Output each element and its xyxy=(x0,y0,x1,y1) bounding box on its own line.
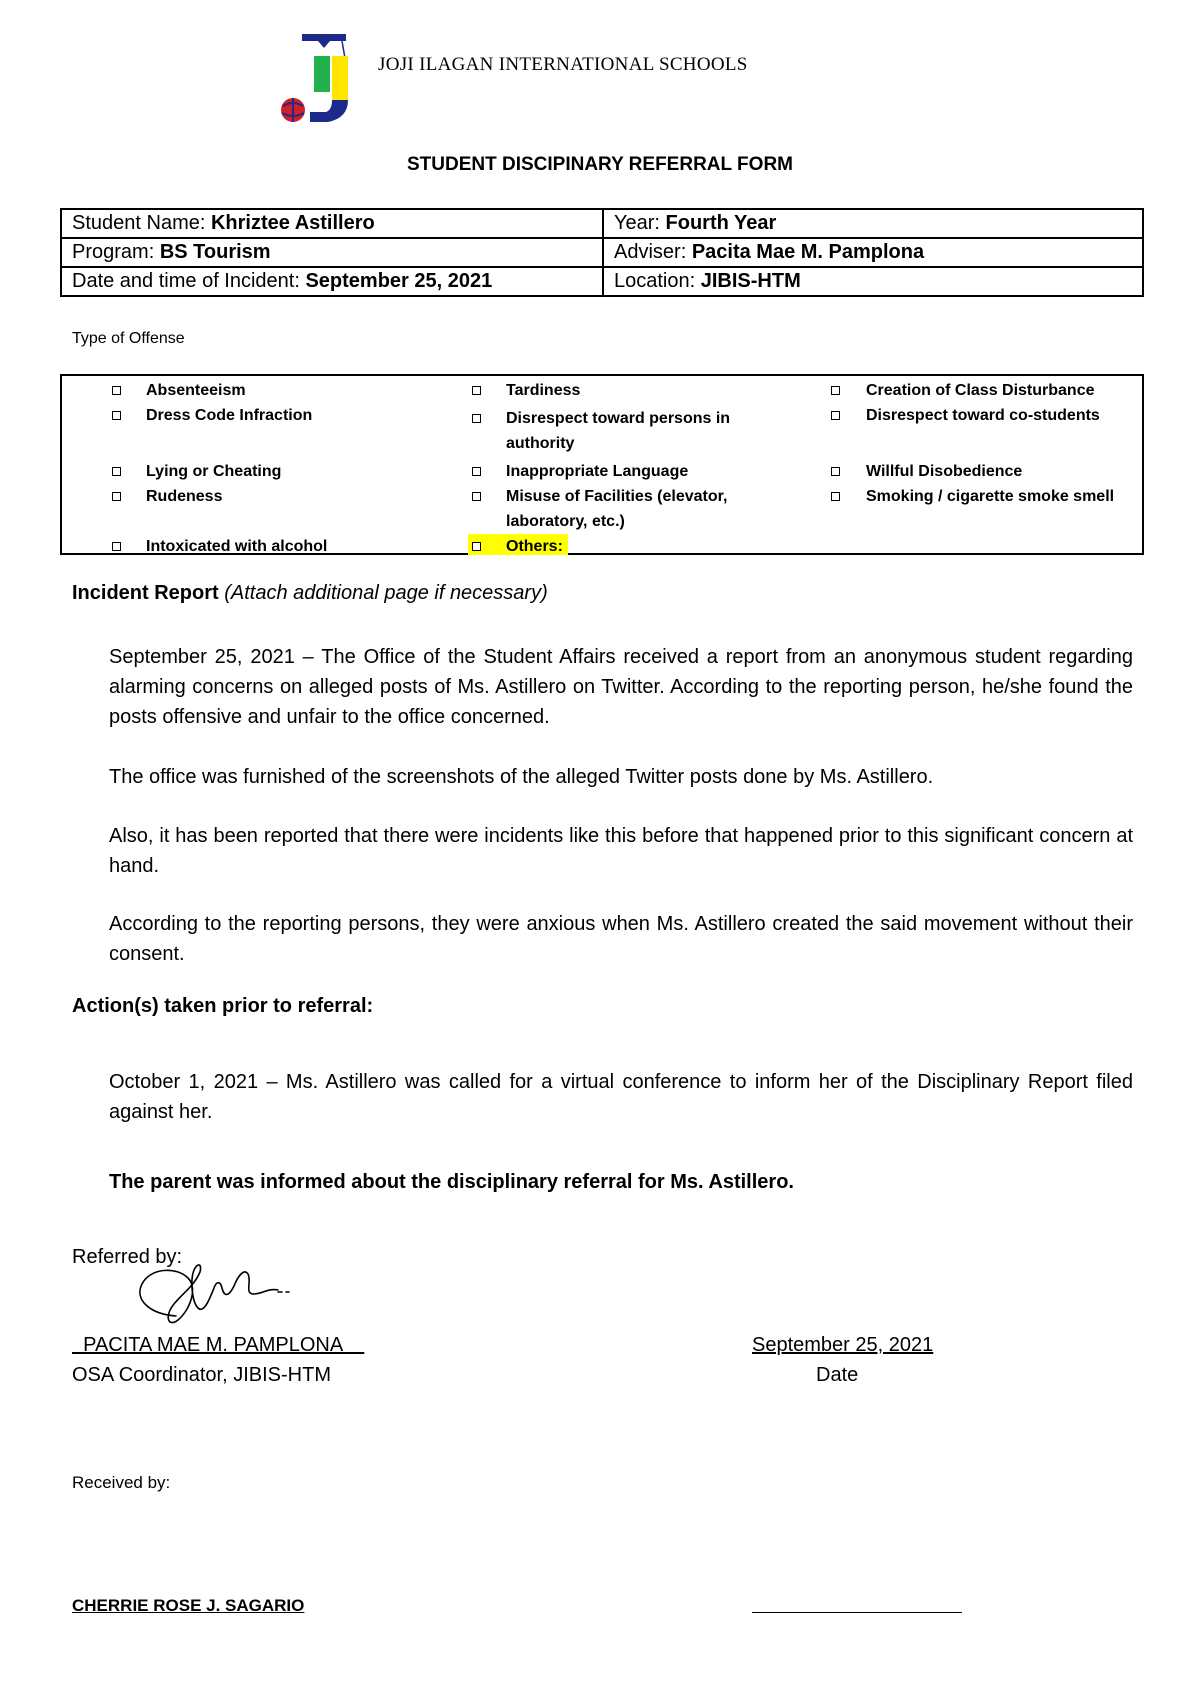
receiver-name: CHERRIE ROSE J. SAGARIO xyxy=(72,1596,305,1615)
adviser-value: Pacita Mae M. Pamplona xyxy=(691,241,925,263)
checkbox[interactable] xyxy=(472,386,481,395)
checkbox[interactable] xyxy=(472,414,481,423)
incident-report-heading xyxy=(72,582,548,605)
referral-date: September 25, 2021 xyxy=(752,1334,934,1356)
adviser-label: Adviser: xyxy=(614,241,692,263)
school-name: JOJI ILAGAN INTERNATIONAL SCHOOLS xyxy=(378,54,748,75)
action-paragraph: October 1, 2021 – Ms. Astillero was called for a virtual conference to inform her of the Disciplinary Report filed against her. xyxy=(109,1071,1133,1123)
table-row xyxy=(61,209,1143,238)
offense-absenteeism: Absenteeism xyxy=(146,382,246,399)
year-label: Year: xyxy=(614,212,666,234)
date-caption: Date xyxy=(816,1364,859,1386)
action-heading: Action(s) taken prior to referral: xyxy=(72,995,374,1017)
date-cell xyxy=(61,267,603,296)
referred-by-label: Referred by: xyxy=(72,1246,183,1268)
offense-dress-code: Dress Code Infraction xyxy=(146,407,313,424)
location-label: Location: xyxy=(614,270,701,292)
offense-class-disturbance: Creation of Class Disturbance xyxy=(866,382,1095,399)
year-value: Fourth Year xyxy=(665,212,777,234)
student-name-label: Student Name: xyxy=(72,212,211,234)
table-row xyxy=(61,267,1143,296)
offense-others: Others: xyxy=(506,538,563,555)
checkbox[interactable] xyxy=(112,386,121,395)
referrer-title: OSA Coordinator, JIBIS-HTM xyxy=(72,1364,331,1386)
offense-lying: Lying or Cheating xyxy=(146,463,282,480)
checkbox[interactable] xyxy=(472,467,481,476)
offense-smoking: Smoking / cigarette smoke smell xyxy=(866,488,1115,505)
offense-tardiness: Tardiness xyxy=(506,382,581,399)
offense-disrespect-authority-cont: authority xyxy=(506,435,575,452)
incident-heading-bold: Incident Report xyxy=(72,582,225,604)
offense-disrespect-authority: Disrespect toward persons in xyxy=(506,410,731,427)
location-value: JIBIS-HTM xyxy=(700,270,801,292)
checkbox[interactable] xyxy=(112,542,121,551)
offense-misuse-facilities-cont: laboratory, etc.) xyxy=(506,513,625,530)
date-label: Date and time of Incident: xyxy=(72,270,306,292)
student-info-table xyxy=(60,208,1144,297)
incident-paragraph-3: Also, it has been reported that there were incidents like this before that happened prior to this significant concern at hand. xyxy=(109,825,1133,877)
incident-paragraph-4: According to the reporting persons, they were anxious when Ms. Astillero created the said movement without their consent. xyxy=(109,913,1133,965)
checkbox[interactable] xyxy=(831,467,840,476)
offense-inappropriate-language: Inappropriate Language xyxy=(506,463,689,480)
student-name-cell xyxy=(61,209,603,238)
checkbox[interactable] xyxy=(472,492,481,501)
incident-heading-note: (Attach additional page if necessary) xyxy=(224,582,548,604)
location-cell xyxy=(603,267,1143,296)
checkbox[interactable] xyxy=(831,386,840,395)
incident-paragraph-2: The office was furnished of the screenshots of the alleged Twitter posts done by Ms. Astillero. xyxy=(109,766,934,788)
date-value: September 25, 2021 xyxy=(305,270,493,292)
offense-disrespect-students: Disrespect toward co-students xyxy=(866,407,1100,424)
checkbox[interactable] xyxy=(831,411,840,420)
received-by-label: Received by: xyxy=(72,1473,171,1492)
offense-willful-disobedience: Willful Disobedience xyxy=(866,463,1023,480)
school-logo xyxy=(278,34,370,126)
checkbox[interactable] xyxy=(112,492,121,501)
offense-rudeness: Rudeness xyxy=(146,488,223,505)
adviser-cell xyxy=(603,238,1143,267)
program-cell xyxy=(61,238,603,267)
program-label: Program: xyxy=(72,241,160,263)
student-name-value: Khriztee Astillero xyxy=(210,212,375,234)
offense-intoxicated: Intoxicated with alcohol xyxy=(146,538,328,555)
table-row xyxy=(61,238,1143,267)
checkbox[interactable] xyxy=(112,411,121,420)
date-signature-line xyxy=(752,1612,962,1613)
offense-misuse-facilities: Misuse of Facilities (elevator, xyxy=(506,488,728,505)
signature xyxy=(128,1258,298,1338)
referrer-name: PACITA MAE M. PAMPLONA xyxy=(72,1334,365,1356)
year-cell xyxy=(603,209,1143,238)
program-value: BS Tourism xyxy=(159,241,271,263)
checkbox[interactable] xyxy=(472,542,481,551)
offense-heading: Type of Offense xyxy=(72,330,185,347)
form-title: STUDENT DISCIPINARY REFERRAL FORM xyxy=(406,154,793,175)
checkbox[interactable] xyxy=(112,467,121,476)
parent-notice: The parent was informed about the disciplinary referral for Ms. Astillero. xyxy=(109,1171,794,1193)
incident-paragraph-1: September 25, 2021 – The Office of the Student Affairs received a report from an anonymous student regarding alarming concerns on alleged posts of Ms. Astillero on Twitter. According to the reporting person, he/she found the posts offensive and unfair to the office concerned. xyxy=(109,646,1133,728)
checkbox[interactable] xyxy=(831,492,840,501)
